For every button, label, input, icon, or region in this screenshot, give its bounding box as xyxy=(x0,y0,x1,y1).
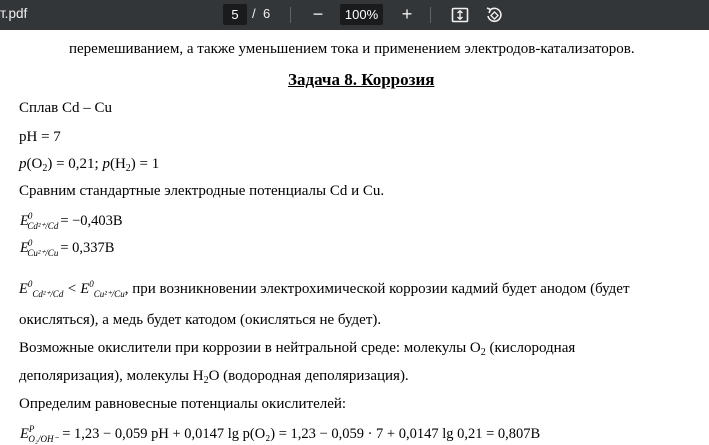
toolbar-divider xyxy=(290,7,291,23)
file-name: т.pdf xyxy=(0,6,28,21)
depolarization-line: деполяризация), молекулы $H_2O$ (водородная деполяризация). xyxy=(19,368,409,386)
fit-page-icon[interactable] xyxy=(450,5,470,25)
compare-line: Сравним стандартные электродные потенциалы Cd и Cu. xyxy=(19,183,385,199)
anode-line: $E^0_{Cd^{2+}/Cd} < E^0_{Cu^{2+}/Cu}$, при возникновении электрохимической коррозии кадмий будет анодом (будет xyxy=(19,279,630,299)
rotate-icon[interactable] xyxy=(484,5,504,25)
zoom-out-button[interactable]: − xyxy=(312,4,324,24)
oxidizers-line: Возможные окислители при коррозии в нейтральной среде: молекулы $O_2$ (кислородная xyxy=(19,340,576,358)
formula-e-oxygen: $E^P_{O_2/OH^-} = 1,23 - 0,059$ pH + 0,0147 lg p(O₂) = 1,23 − 0,059 · 7 + 0,0147 lg 0,21 = 0,807B xyxy=(20,424,541,444)
ph-line: pH = 7 xyxy=(19,129,61,145)
zoom-level-input[interactable]: 100% xyxy=(340,4,383,25)
alloy-line: Сплав Cd – Cu xyxy=(19,100,113,116)
page-separator: / xyxy=(252,6,256,21)
total-pages: 6 xyxy=(263,6,271,21)
task-heading: Задача 8. Коррозия xyxy=(288,70,435,89)
zoom-in-button[interactable]: + xyxy=(401,4,413,24)
formula-e-cu: $E^0_{Cu^{2+}/Cu} = 0,337B$ xyxy=(20,238,115,258)
pdf-toolbar xyxy=(0,0,709,30)
toolbar-divider xyxy=(430,7,431,23)
pressure-line: $p(O_2) = 0,21$; $p(H_2) = 1$ xyxy=(19,156,160,174)
current-page-input[interactable]: 5 xyxy=(223,4,247,25)
equilibrium-line: Определим равновесные потенциалы окислителей: xyxy=(19,396,347,412)
formula-e-cd: $E^0_{Cd^{2+}/Cd} = -0,403B$ xyxy=(20,211,123,231)
pdf-page xyxy=(0,30,709,444)
text-line: окисляться), а медь будет катодом (окисляться не будет). xyxy=(19,312,382,328)
text-line: перемешиванием, а также уменьшением тока и применением электродов-катализаторов. xyxy=(69,41,635,57)
